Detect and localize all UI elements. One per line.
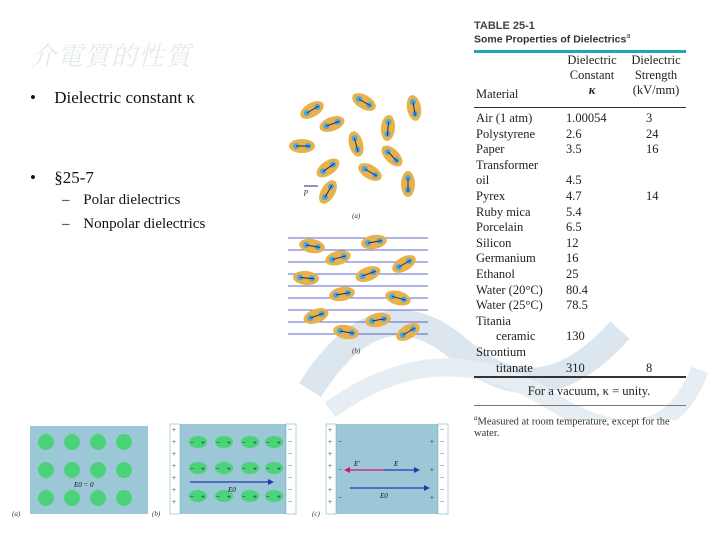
dipole (292, 270, 319, 286)
dipole (313, 155, 342, 181)
svg-text:−: − (242, 493, 246, 501)
table-row (474, 189, 686, 205)
e0-label: E0 (380, 492, 388, 500)
svg-text:+: + (172, 474, 176, 482)
svg-text:−: − (266, 439, 270, 447)
table-row (474, 220, 686, 236)
dipole (389, 251, 419, 276)
bullet-text: Dielectric constant κ (54, 88, 195, 107)
dipole (301, 305, 330, 327)
dielectric-constant-cell: 3.5 (566, 142, 582, 157)
dipole (289, 139, 315, 153)
panel-label-b: (b) (152, 510, 161, 518)
svg-text:−: − (242, 465, 246, 473)
header-constant-1: Dielectric (567, 52, 617, 67)
table-row (474, 236, 686, 252)
svg-text:−: − (440, 462, 444, 470)
footnote-marker: a (474, 413, 478, 422)
dielectric-constant-cell: 310 (566, 360, 585, 375)
svg-text:−: − (288, 486, 292, 494)
svg-text:−: − (288, 450, 292, 458)
svg-text:−: − (216, 493, 220, 501)
table-row (474, 345, 686, 361)
dipole (297, 97, 327, 122)
svg-text:+: + (277, 439, 281, 447)
dipole (317, 113, 346, 135)
table-row (474, 142, 686, 158)
svg-text:+: + (328, 474, 332, 482)
material-cell: Air (1 atm) (476, 111, 533, 125)
dipole (380, 114, 396, 141)
svg-text:+: + (328, 426, 332, 434)
table-title-text: Some Properties of Dielectrics (474, 33, 627, 46)
svg-text:+: + (172, 486, 176, 494)
e-prime-label: E′ (354, 460, 360, 468)
svg-text:+: + (201, 465, 205, 473)
e0-label: E0 (228, 486, 236, 494)
p-vector-label: p (304, 187, 308, 196)
svg-text:+: + (227, 439, 231, 447)
dielectric-constant-cell: 5.4 (566, 204, 582, 219)
svg-text:−: − (190, 493, 194, 501)
polar-dielectric-figure-a (284, 88, 434, 220)
material-cell: Water (25°C) (476, 298, 543, 313)
dielectric-strength-cell: 8 (646, 360, 653, 375)
material-cell: Silicon (476, 235, 512, 250)
table-row (474, 314, 686, 330)
dipole (328, 285, 356, 303)
svg-text:−: − (288, 438, 292, 446)
svg-text:+: + (277, 493, 281, 501)
svg-text:−: − (216, 465, 220, 473)
sub-bullet-marker: – (62, 192, 70, 208)
dielectric-constant-cell: 1.00054 (566, 111, 607, 125)
dipole (393, 319, 423, 344)
panel-label-a: (a) (12, 510, 21, 518)
table-title-note: a (626, 33, 631, 40)
dipole (360, 233, 388, 251)
table-row (474, 329, 686, 345)
dielectric-constant-cell: 4.5 (566, 173, 582, 188)
bullet-marker: • (30, 88, 36, 107)
header-strength-2: Strength (634, 67, 678, 82)
svg-text:+: + (328, 498, 332, 506)
dipole (355, 159, 385, 184)
table-header (474, 53, 686, 107)
header-strength-3: (kV/mm) (632, 82, 680, 97)
bullet-1 (30, 88, 195, 108)
dielectric-constant-cell: 16 (566, 251, 579, 266)
e0-zero-label: E0 = 0 (74, 481, 94, 489)
svg-text:+: + (253, 439, 257, 447)
svg-text:+: + (328, 486, 332, 494)
svg-text:−: − (440, 498, 444, 506)
table-row (474, 127, 686, 143)
sub-bullet-2 (62, 216, 205, 233)
material-cell: Strontium (476, 344, 527, 359)
nonpolar-figure-b (150, 420, 300, 520)
panel-label-c: (c) (312, 510, 320, 518)
dipole (346, 130, 366, 159)
material-cell: Ruby mica (476, 204, 531, 219)
svg-text:−: − (440, 450, 444, 458)
svg-text:+: + (328, 462, 332, 470)
svg-text:−: − (242, 439, 246, 447)
material-cell: Water (20°C) (476, 282, 543, 297)
dielectric-constant-cell: 25 (566, 266, 579, 281)
dipole (401, 171, 415, 197)
table-bottom-rule (474, 405, 686, 406)
header-material: Material (476, 86, 519, 101)
panel-label-b: (b) (352, 347, 361, 355)
dielectric-strength-cell: 24 (646, 126, 659, 141)
table-row (474, 283, 686, 299)
header-constant-2: Constant (569, 67, 615, 82)
material-cell: Titania (476, 313, 511, 328)
sub-bullet-text: Polar dielectrics (83, 192, 181, 208)
dielectric-constant-cell: 130 (566, 329, 585, 344)
svg-text:−: − (190, 465, 194, 473)
svg-text:+: + (172, 498, 176, 506)
header-strength-1: Dielectric (631, 52, 681, 67)
material-cell: Transformer (476, 157, 539, 172)
material-cell: Paper (476, 142, 505, 157)
sub-bullet-1 (62, 192, 180, 209)
svg-text:+: + (277, 465, 281, 473)
footnote-text: Measured at room temperature, except for the water. (474, 416, 670, 440)
table-row (474, 205, 686, 221)
table-row (474, 251, 686, 267)
panel-label-a: (a) (352, 212, 361, 220)
svg-text:−: − (338, 438, 342, 446)
dipole (315, 177, 340, 207)
dielectric-constant-cell: 78.5 (566, 298, 588, 313)
svg-text:+: + (328, 438, 332, 446)
svg-text:+: + (430, 438, 434, 446)
bullet-text: §25-7 (54, 168, 94, 187)
bullet-marker: • (30, 168, 36, 187)
svg-text:+: + (328, 450, 332, 458)
svg-text:+: + (172, 426, 176, 434)
dielectric-strength-cell: 14 (646, 188, 659, 203)
table-row (474, 267, 686, 283)
dipole (353, 263, 382, 285)
dipole (384, 288, 413, 308)
material-cell: Polystyrene (476, 126, 536, 141)
dielectric-constant-cell: 6.5 (566, 220, 582, 235)
polar-dielectric-figure-b (288, 228, 430, 358)
dielectric-strength-cell: 16 (646, 142, 659, 157)
nonpolar-figure-c (310, 420, 460, 520)
sub-bullet-text: Nonpolar dielectrics (83, 216, 206, 232)
svg-text:+: + (227, 493, 231, 501)
sub-bullet-marker: – (62, 216, 70, 232)
table-body (474, 108, 686, 376)
table-row (474, 173, 686, 189)
svg-text:+: + (201, 439, 205, 447)
svg-text:+: + (253, 493, 257, 501)
svg-text:−: − (288, 498, 292, 506)
svg-text:−: − (440, 486, 444, 494)
svg-text:+: + (172, 438, 176, 446)
material-cell: ceramic (496, 329, 536, 344)
table-row (474, 158, 686, 174)
table-row (474, 361, 686, 377)
material-cell: Pyrex (476, 188, 506, 203)
svg-text:−: − (266, 493, 270, 501)
material-cell: oil (476, 173, 490, 188)
vacuum-note: For a vacuum, κ = unity. (527, 383, 651, 398)
header-constant-kappa: κ (588, 82, 596, 97)
dipole (324, 248, 353, 268)
dipole (364, 311, 392, 329)
svg-text:+: + (172, 450, 176, 458)
e-label: E (394, 460, 399, 468)
svg-text:+: + (430, 466, 434, 474)
svg-text:−: − (440, 426, 444, 434)
svg-text:+: + (430, 494, 434, 502)
table-title (474, 33, 686, 46)
material-cell: Ethanol (476, 266, 515, 281)
dielectric-constant-cell: 12 (566, 235, 579, 250)
svg-text:+: + (172, 462, 176, 470)
bullet-2 (30, 168, 94, 188)
dipole (378, 142, 406, 170)
svg-text:+: + (201, 493, 205, 501)
svg-text:−: − (288, 426, 292, 434)
svg-text:+: + (227, 465, 231, 473)
svg-text:−: − (216, 439, 220, 447)
table-footnote (474, 412, 686, 441)
dielectric-constant-cell: 2.6 (566, 126, 582, 141)
slide-title: 介電質的性質 (30, 42, 193, 72)
material-cell: Germanium (476, 251, 536, 266)
nonpolar-figure-a (10, 420, 148, 520)
dielectric-properties-table (474, 20, 686, 440)
svg-text:−: − (288, 474, 292, 482)
material-cell: titanate (496, 360, 533, 375)
dielectric-strength-cell: 3 (646, 111, 653, 125)
dipole (298, 237, 326, 255)
material-cell: Porcelain (476, 220, 524, 235)
svg-text:−: − (288, 462, 292, 470)
svg-text:−: − (338, 466, 342, 474)
dipole (349, 89, 379, 114)
svg-text:−: − (338, 494, 342, 502)
table-row (474, 298, 686, 314)
dipole (332, 323, 360, 341)
svg-text:−: − (440, 438, 444, 446)
table-number: TABLE 25-1 (474, 20, 535, 32)
svg-text:−: − (440, 474, 444, 482)
dielectric-constant-cell: 80.4 (566, 282, 588, 297)
svg-text:−: − (266, 465, 270, 473)
dielectric-constant-cell: 4.7 (566, 188, 582, 203)
svg-text:+: + (253, 465, 257, 473)
svg-text:−: − (190, 439, 194, 447)
dipole (405, 94, 423, 122)
table-row (474, 111, 686, 127)
